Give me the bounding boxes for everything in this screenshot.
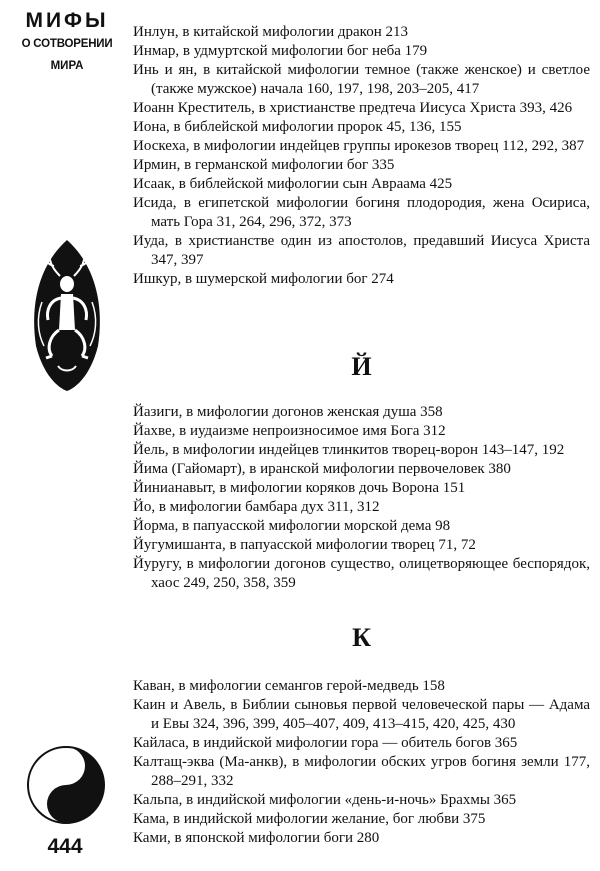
index-entry: Каван, в мифологии семангов герой-медведь 158 [133,678,445,694]
index-entry: Ишкур, в шумерской мифологии бог 274 [133,271,394,287]
page-number: 444 [47,835,83,858]
index-entry: Йуругу, в мифологии догонов существо, олицетворяющее беспорядок, хаос 249, 250, 358, 359 [133,556,590,591]
index-entry: Кама, в индийской мифологии желание, бог любви 375 [133,811,486,827]
index-section-i [133,23,590,289]
yin-yang-icon [26,745,106,825]
index-section-k [133,677,590,848]
index-entry: Йо, в мифологии бамбара дух 311, 312 [133,499,380,515]
index-entry: Исаак, в библейской мифологии сын Авраама 425 [133,176,453,192]
index-section-short-i [133,403,590,593]
index-entry: Каин и Авель, в Библии сыновья первой человеческой пары — Адама и Евы 324, 396, 399, 405–407, 409, 413–415, 420, 425, 430 [133,697,590,732]
section-heading-short-i: Й [351,352,372,381]
index-entry: Иуда, в христианстве один из апостолов, предавший Иисуса Христа 347, 397 [133,233,590,268]
index-entry: Йазиги, в мифологии догонов женская душа 358 [133,404,443,420]
book-title-line1: МИФЫ [25,9,109,32]
index-entry: Йугумишанта, в папуасской мифологии творец 71, 72 [133,537,476,553]
book-title-line2: О СОТВОРЕНИИ [21,38,113,50]
index-entry: Инлун, в китайской мифологии дракон 213 [133,24,408,40]
index-entry: Инь и ян, в китайской мифологии темное (также женское) и светлое (также мужское) начала 160, 197, 198, 203–205, 417 [133,62,590,97]
index-entry: Йинианавыт, в мифологии коряков дочь Ворона 151 [133,480,466,496]
index-entry: Йима (Гайомарт), в иранской мифологии первочеловек 380 [133,461,511,477]
index-entry: Ками, в японской мифологии боги 280 [133,830,380,846]
book-title [14,8,120,78]
mythic-figure-ornament-icon [28,238,106,393]
index-entry: Кайласа, в индийской мифологии гора — обитель богов 365 [133,735,518,751]
index-entry: Кальпа, в индийской мифологии «день-и-ночь» Брахмы 365 [133,792,517,808]
index-entry: Йорма, в папуасской мифологии морской дема 98 [133,518,451,534]
index-entry: Исида, в египетской мифологии богиня плодородия, жена Осириса, мать Гора 31, 264, 296, 372, 373 [133,195,590,230]
index-entry: Иоанн Креститель, в христианстве предтеча Иисуса Христа 393, 426 [133,100,573,116]
section-heading-k: К [352,623,371,652]
index-entry: Иоскеха, в мифологии индейцев группы ирокезов творец 112, 292, 387 [133,138,585,154]
index-entry: Иона, в библейской мифологии пророк 45, 136, 155 [133,119,462,135]
index-entry: Ирмин, в германской мифологии бог 335 [133,157,395,173]
index-entry: Йель, в мифологии индейцев тлинкитов творец-ворон 143–147, 192 [133,442,565,458]
index-entry: Йахве, в иудаизме непроизносимое имя Бога 312 [133,423,446,439]
book-title-line3: МИРА [50,60,84,72]
index-entry: Калтащ-эква (Ма-анкв), в мифологии обских угров богиня земли 177, 288–291, 332 [133,754,590,789]
index-entry: Инмар, в удмуртской мифологии бог неба 179 [133,43,428,59]
